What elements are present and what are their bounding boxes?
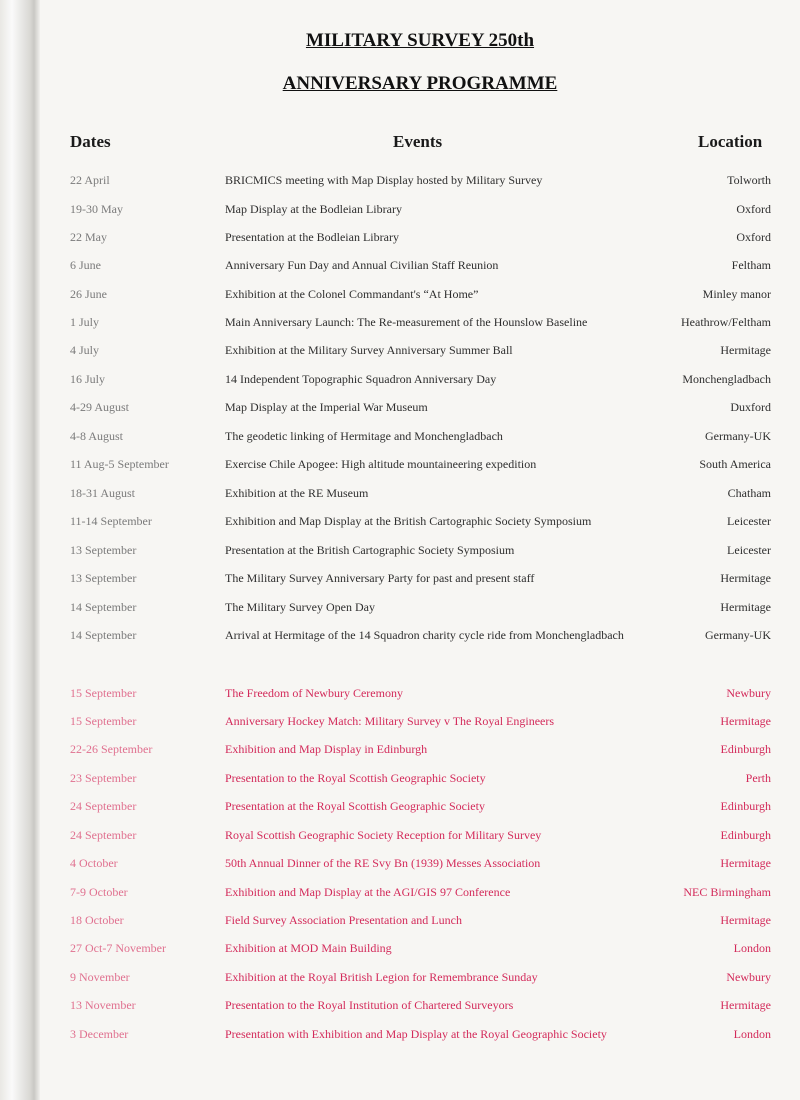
row-event: Exhibition at MOD Main Building — [225, 941, 392, 955]
table-row — [0, 856, 800, 886]
row-date: 4-29 August — [70, 400, 130, 414]
table-row — [0, 885, 800, 915]
row-date: 13 September — [70, 571, 137, 585]
row-location: London — [733, 941, 771, 955]
table-row — [0, 429, 800, 459]
row-location: Hermitage — [720, 856, 771, 870]
row-date: 15 September — [70, 686, 137, 700]
row-event: Anniversary Fun Day and Annual Civilian Staff Reunion — [225, 258, 499, 272]
row-event: Presentation with Exhibition and Map Display at the Royal Geographic Society — [225, 1027, 607, 1041]
row-event: 50th Annual Dinner of the RE Svy Bn (1939) Messes Association — [225, 856, 541, 870]
table-row — [0, 486, 800, 516]
column-header-location: Location — [698, 132, 763, 151]
row-event: Map Display at the Bodleian Library — [225, 202, 402, 216]
row-event: Royal Scottish Geographic Society Reception for Military Survey — [225, 828, 542, 842]
row-location: Minley manor — [702, 287, 771, 301]
row-location: Germany-UK — [705, 429, 771, 443]
row-location: Hermitage — [720, 998, 771, 1012]
row-date: 4 July — [70, 343, 100, 357]
table-row — [0, 913, 800, 943]
table-row — [0, 315, 800, 345]
table-row — [0, 742, 800, 772]
table-row — [0, 771, 800, 801]
row-event: Presentation to the Royal Institution of Chartered Surveyors — [225, 998, 514, 1012]
row-date: 11-14 September — [70, 514, 152, 528]
row-location: Hermitage — [720, 913, 771, 927]
row-location: Oxford — [736, 230, 771, 244]
row-event: Exercise Chile Apogee: High altitude mountaineering expedition — [225, 457, 537, 471]
row-event: Exhibition at the Military Survey Anniversary Summer Ball — [225, 343, 513, 357]
row-date: 7-9 October — [70, 885, 128, 899]
row-date: 6 June — [70, 258, 101, 272]
page-title-line-2: ANNIVERSARY PROGRAMME — [282, 73, 558, 94]
row-date: 4 October — [70, 856, 118, 870]
row-location: London — [733, 1027, 771, 1041]
table-row — [0, 202, 800, 232]
row-event: BRICMICS meeting with Map Display hosted by Military Survey — [225, 173, 543, 187]
row-location: Newbury — [726, 970, 771, 984]
row-date: 19-30 May — [70, 202, 123, 216]
row-date: 14 September — [70, 628, 137, 642]
row-date: 22-26 September — [70, 742, 153, 756]
row-date: 22 April — [70, 173, 110, 187]
row-event: Map Display at the Imperial War Museum — [225, 400, 428, 414]
table-row — [0, 173, 800, 203]
row-date: 16 July — [70, 372, 106, 386]
table-row — [0, 287, 800, 317]
row-location: Germany-UK — [705, 628, 771, 642]
row-event: The geodetic linking of Hermitage and Monchengladbach — [225, 429, 503, 443]
table-row — [0, 1027, 800, 1057]
row-event: Exhibition at the Royal British Legion for Remembrance Sunday — [225, 970, 538, 984]
row-date: 18-31 August — [70, 486, 136, 500]
row-location: Hermitage — [720, 714, 771, 728]
table-row — [0, 799, 800, 829]
row-location: Edinburgh — [720, 742, 771, 756]
table-row — [0, 970, 800, 1000]
row-date: 15 September — [70, 714, 137, 728]
row-location: Leicester — [727, 543, 771, 557]
row-event: Presentation to the Royal Scottish Geographic Society — [225, 771, 486, 785]
row-date: 22 May — [70, 230, 107, 244]
row-location: Hermitage — [720, 571, 771, 585]
row-event: Exhibition and Map Display at the British Cartographic Society Symposium — [225, 514, 592, 528]
table-row — [0, 600, 800, 630]
row-location: Leicester — [727, 514, 771, 528]
row-date: 14 September — [70, 600, 137, 614]
row-date: 1 July — [70, 315, 100, 329]
row-event: Arrival at Hermitage of the 14 Squadron charity cycle ride from Monchengladbach — [225, 628, 624, 642]
row-date: 26 June — [70, 287, 107, 301]
row-location: Feltham — [731, 258, 771, 272]
table-row — [0, 372, 800, 402]
table-row — [0, 998, 800, 1028]
row-event: Presentation at the Bodleian Library — [225, 230, 399, 244]
column-header-events: Events — [393, 132, 443, 151]
row-date: 24 September — [70, 828, 137, 842]
row-date: 9 November — [70, 970, 130, 984]
page-title-line-1: MILITARY SURVEY 250th — [305, 30, 535, 51]
row-date: 13 September — [70, 543, 137, 557]
table-row — [0, 514, 800, 544]
table-row — [0, 628, 800, 658]
row-event: The Military Survey Anniversary Party for past and present staff — [225, 571, 535, 585]
row-date: 4-8 August — [70, 429, 124, 443]
table-row — [0, 543, 800, 573]
row-event: Anniversary Hockey Match: Military Survey v The Royal Engineers — [225, 714, 555, 728]
row-location: Hermitage — [720, 343, 771, 357]
table-row — [0, 230, 800, 260]
table-row — [0, 571, 800, 601]
row-date: 13 November — [70, 998, 136, 1012]
table-row — [0, 714, 800, 744]
row-date: 24 September — [70, 799, 137, 813]
row-location: Edinburgh — [720, 799, 771, 813]
row-location: Heathrow/Feltham — [681, 315, 771, 329]
row-event: The Military Survey Open Day — [225, 600, 375, 614]
table-row — [0, 941, 800, 971]
table-row — [0, 686, 800, 716]
row-event: Field Survey Association Presentation and Lunch — [225, 913, 462, 927]
row-date: 18 October — [70, 913, 124, 927]
row-date: 3 December — [70, 1027, 129, 1041]
table-row — [0, 828, 800, 858]
row-location: Edinburgh — [720, 828, 771, 842]
row-location: Chatham — [727, 486, 771, 500]
row-location: Oxford — [736, 202, 771, 216]
row-date: 27 Oct-7 November — [70, 941, 166, 955]
row-location: Monchengladbach — [682, 372, 771, 386]
table-row — [0, 457, 800, 487]
row-location: Newbury — [726, 686, 771, 700]
table-row — [0, 258, 800, 288]
row-location: Perth — [745, 771, 771, 785]
column-header-dates: Dates — [70, 132, 111, 151]
row-event: Presentation at the Royal Scottish Geographic Society — [225, 799, 485, 813]
table-row — [0, 400, 800, 430]
row-location: South America — [699, 457, 771, 471]
row-event: Presentation at the British Cartographic Society Symposium — [225, 543, 515, 557]
row-date: 11 Aug-5 September — [70, 457, 169, 471]
row-location: Hermitage — [720, 600, 771, 614]
row-location: Tolworth — [727, 173, 771, 187]
row-event: Exhibition at the RE Museum — [225, 486, 369, 500]
row-event: The Freedom of Newbury Ceremony — [225, 686, 403, 700]
row-location: Duxford — [730, 400, 771, 414]
row-date: 23 September — [70, 771, 137, 785]
row-event: 14 Independent Topographic Squadron Anniversary Day — [225, 372, 497, 386]
row-event: Main Anniversary Launch: The Re-measurement of the Hounslow Baseline — [225, 315, 588, 329]
row-event: Exhibition and Map Display at the AGI/GIS 97 Conference — [225, 885, 511, 899]
row-location: NEC Birmingham — [683, 885, 771, 899]
table-row — [0, 343, 800, 373]
row-event: Exhibition at the Colonel Commandant's “At Home” — [225, 287, 479, 301]
row-event: Exhibition and Map Display in Edinburgh — [225, 742, 428, 756]
